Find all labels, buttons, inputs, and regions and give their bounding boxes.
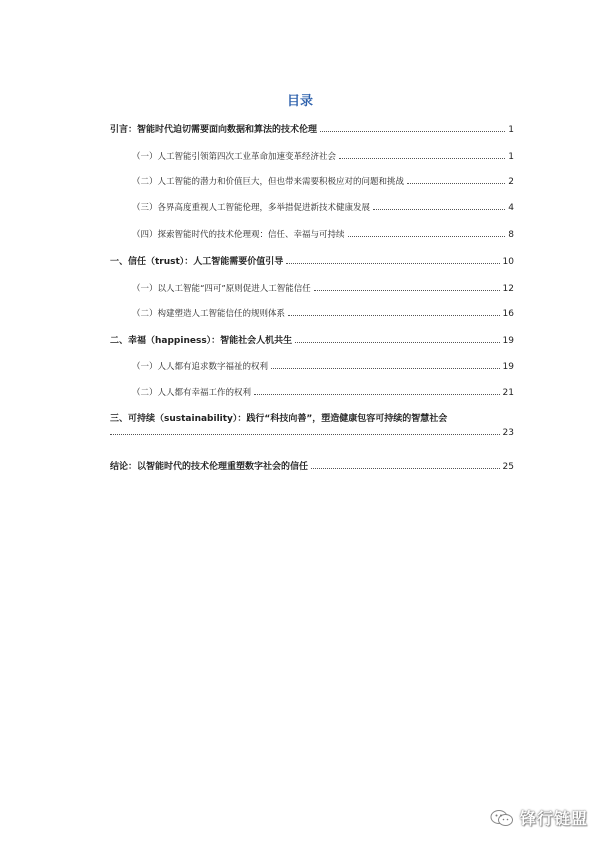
leader-dots <box>320 131 505 132</box>
toc-page-number: 1 <box>508 152 514 162</box>
leader-dots <box>271 368 500 369</box>
leader-dots <box>407 183 505 184</box>
toc-entry-happiness[interactable] <box>110 333 514 346</box>
toc-entry-text: （一）以人工智能“四可”原则促进人工智能信任 <box>132 284 311 294</box>
leader-dots <box>339 158 505 159</box>
toc-entry-happiness-1[interactable] <box>110 360 514 372</box>
toc-entry-conclusion[interactable] <box>110 459 514 472</box>
toc-entry-text: （一）人人都有追求数字福祉的权利 <box>132 362 269 372</box>
toc-entry-text: 结论：以智能时代的技术伦理重塑数字社会的信任 <box>110 462 309 472</box>
toc-entry-trust-1[interactable] <box>110 282 514 294</box>
toc-entry-intro-3[interactable] <box>110 201 514 213</box>
leader-dots <box>110 434 500 435</box>
toc-page-number: 19 <box>502 336 514 346</box>
toc-entry-trust[interactable] <box>110 254 514 267</box>
toc-entry-text: （二）人人都有幸福工作的权利 <box>132 388 252 398</box>
toc-page-number: 8 <box>508 230 514 240</box>
toc-entry-text: （一）人工智能引领第四次工业革命加速变革经济社会 <box>132 152 337 162</box>
toc-page-number: 12 <box>502 284 514 294</box>
toc-entry-text: （三）各界高度重视人工智能伦理，多举措促进新技术健康发展 <box>132 203 371 213</box>
toc-page-number: 25 <box>502 462 514 472</box>
toc-entry-trust-2[interactable] <box>110 307 514 319</box>
toc-entry-text: （二）构建塑造人工智能信任的规则体系 <box>132 309 286 319</box>
toc-entry-intro-4[interactable] <box>110 228 514 240</box>
toc-page-number: 1 <box>508 125 514 135</box>
leader-dots <box>314 290 500 291</box>
leader-dots <box>311 468 500 469</box>
toc-entry-sustainability[interactable] <box>110 411 514 438</box>
toc-entry-intro-2[interactable] <box>110 175 514 187</box>
toc-entry-text: （二）人工智能的潜力和价值巨大，但也带来需要积极应对的问题和挑战 <box>132 177 405 187</box>
leader-dots <box>286 263 499 264</box>
watermark <box>490 806 588 829</box>
toc-entry-text: 引言：智能时代迫切需要面向数据和算法的技术伦理 <box>110 125 318 135</box>
toc-page-number: 4 <box>508 203 514 213</box>
watermark-text: 锋行链盟 <box>520 809 589 828</box>
toc-entry-text: 一、信任（trust）：人工智能需要价值引导 <box>110 257 284 267</box>
leader-dots <box>288 315 500 316</box>
toc-entry-intro-1[interactable] <box>110 150 514 162</box>
toc-page-number: 2 <box>508 177 514 187</box>
toc-entry-text: 三、可持续（sustainability）：践行“科技向善”，塑造健康包容可持续的智慧社会 <box>110 414 448 424</box>
toc-title: 目录 <box>286 94 313 109</box>
leader-dots <box>254 394 500 395</box>
toc-entry-text: 二、幸福（happiness）：智能社会人机共生 <box>110 336 293 346</box>
toc-page-number: 19 <box>502 362 514 372</box>
toc-entry-happiness-2[interactable] <box>110 386 514 398</box>
leader-dots <box>348 236 506 237</box>
toc-page-number: 21 <box>502 388 514 398</box>
leader-dots <box>373 209 505 210</box>
leader-dots <box>295 342 499 343</box>
wechat-icon <box>490 809 514 827</box>
toc-page-number: 16 <box>502 309 514 319</box>
toc-entry-text: （四）探索智能时代的技术伦理观：信任、幸福与可持续 <box>132 230 345 240</box>
toc-page-number: 10 <box>502 257 514 267</box>
toc-page-number: 23 <box>502 428 514 438</box>
toc-entry-intro[interactable] <box>110 122 514 135</box>
